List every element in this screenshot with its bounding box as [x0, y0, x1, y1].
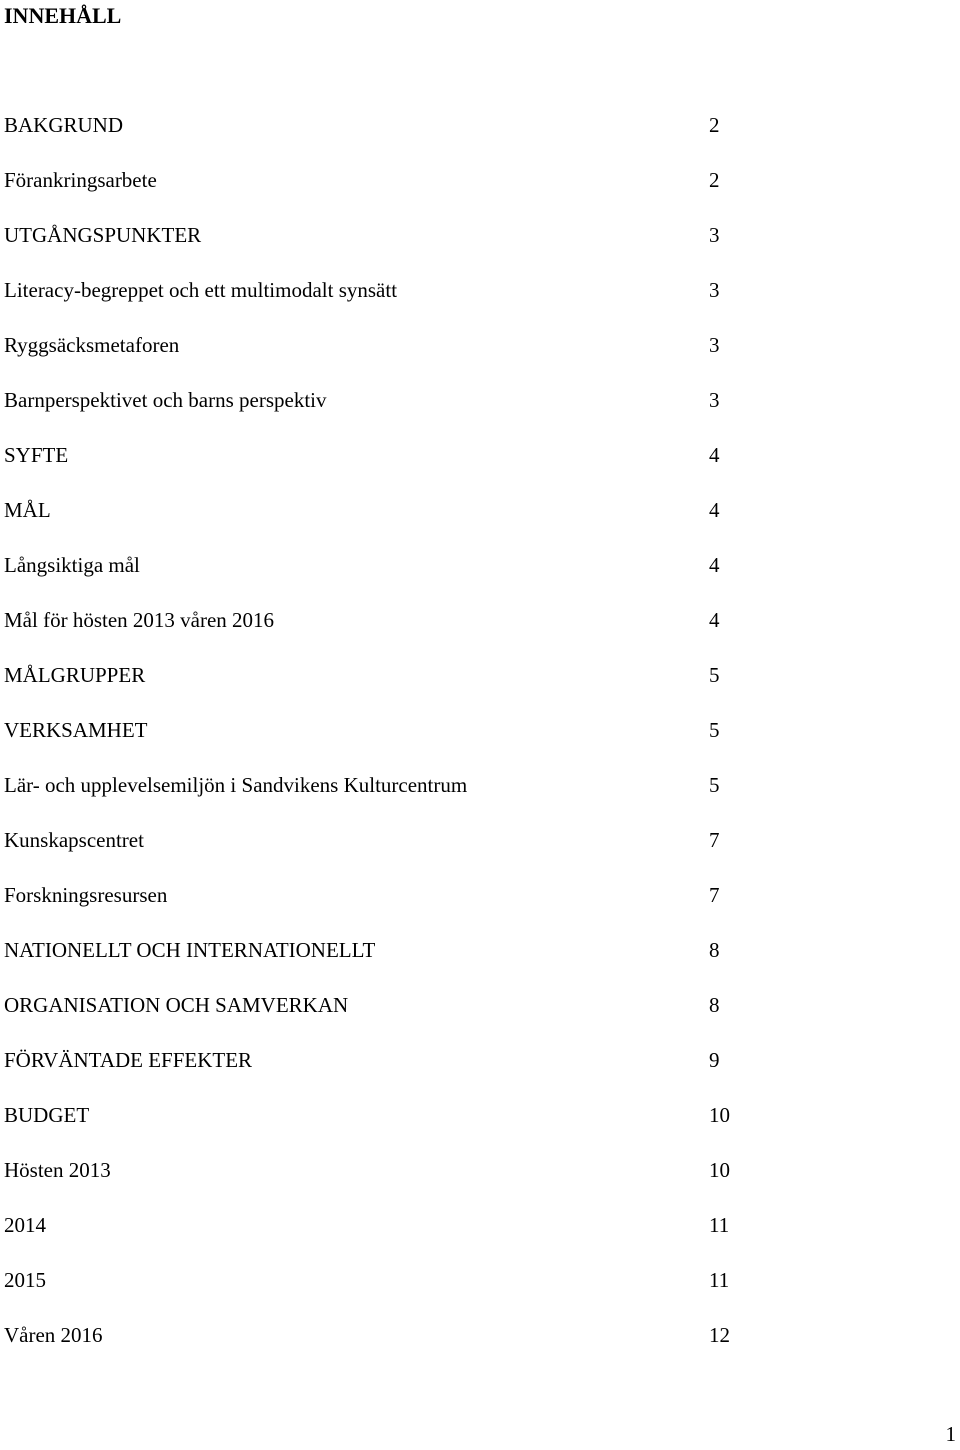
toc-entry-title: Barnperspektivet och barns perspektiv [4, 388, 327, 412]
toc-row[interactable] [4, 771, 744, 826]
toc-entry-page: 10 [709, 1103, 730, 1127]
toc-row[interactable] [4, 936, 744, 991]
toc-entry-page: 5 [709, 663, 720, 687]
toc-entry-title: SYFTE [4, 443, 69, 467]
toc-entry-page: 9 [709, 1048, 720, 1072]
toc-entry-page: 8 [709, 993, 720, 1017]
toc-entry-page: 10 [709, 1158, 730, 1182]
toc-entry-title: MÅL [4, 498, 51, 522]
toc-entry-title: Lär- och upplevelsemiljön i Sandvikens Kulturcentrum [4, 773, 468, 797]
toc-row[interactable] [4, 991, 744, 1046]
page-number: 1 [945, 1422, 956, 1446]
toc-entry-title: Ryggsäcksmetaforen [4, 333, 180, 357]
page-title: INNEHÅLL [4, 3, 122, 28]
toc-row[interactable] [4, 1101, 744, 1156]
toc-entry-title: FÖRVÄNTADE EFFEKTER [4, 1048, 253, 1072]
toc-row[interactable] [4, 1156, 744, 1211]
toc-row[interactable] [4, 496, 744, 551]
toc-row[interactable] [4, 1266, 744, 1321]
toc-entry-title: Förankringsarbete [4, 168, 157, 192]
toc-entry-title: Långsiktiga mål [4, 553, 140, 577]
toc-row[interactable] [4, 276, 744, 331]
toc-entry-page: 2 [709, 168, 720, 192]
toc-entry-page: 3 [709, 278, 720, 302]
toc-entry-title: 2015 [4, 1268, 46, 1292]
toc-row[interactable] [4, 1211, 744, 1266]
toc-entry-title: NATIONELLT OCH INTERNATIONELLT [4, 938, 376, 962]
toc-entry-title: UTGÅNGSPUNKTER [4, 223, 202, 247]
toc-entry-title: BUDGET [4, 1103, 90, 1127]
toc-entry-page: 3 [709, 333, 720, 357]
toc-entry-page: 4 [709, 608, 720, 632]
toc-entry-page: 7 [709, 828, 720, 852]
toc-entry-title: Literacy-begreppet och ett multimodalt synsätt [4, 278, 398, 302]
toc-row[interactable] [4, 386, 744, 441]
toc-row[interactable] [4, 1321, 744, 1376]
toc-row[interactable] [4, 661, 744, 716]
toc-row[interactable] [4, 716, 744, 771]
toc-entry-page: 2 [709, 113, 720, 137]
toc-entry-title: ORGANISATION OCH SAMVERKAN [4, 993, 349, 1017]
toc-entry-title: Forskningsresursen [4, 883, 168, 907]
toc-row[interactable] [4, 551, 744, 606]
toc-entry-page: 4 [709, 553, 720, 577]
toc-row[interactable] [4, 441, 744, 496]
toc-entry-page: 11 [709, 1213, 730, 1237]
toc-entry-title: MÅLGRUPPER [4, 663, 146, 687]
toc-entry-title: VERKSAMHET [4, 718, 148, 742]
toc-row[interactable] [4, 826, 744, 881]
toc-entry-page: 11 [709, 1268, 730, 1292]
toc-entry-title: Våren 2016 [4, 1323, 103, 1347]
toc-entry-page: 12 [709, 1323, 730, 1347]
toc-entry-title: Kunskapscentret [4, 828, 144, 852]
toc-entry-page: 8 [709, 938, 720, 962]
toc-row[interactable] [4, 221, 744, 276]
toc-entry-page: 4 [709, 443, 720, 467]
toc-entry-page: 4 [709, 498, 720, 522]
toc-row[interactable] [4, 331, 744, 386]
toc-entry-title: Hösten 2013 [4, 1158, 111, 1182]
toc-entry-page: 7 [709, 883, 720, 907]
toc-row[interactable] [4, 606, 744, 661]
toc-entry-page: 3 [709, 223, 720, 247]
toc-entry-page: 5 [709, 773, 720, 797]
toc-entry-page: 5 [709, 718, 720, 742]
toc-entry-page: 3 [709, 388, 720, 412]
toc-row[interactable] [4, 1046, 744, 1101]
toc-row[interactable] [4, 881, 744, 936]
toc-entry-title: BAKGRUND [4, 113, 124, 137]
table-of-contents [4, 111, 744, 1376]
toc-entry-title: Mål för hösten 2013 våren 2016 [4, 608, 275, 632]
toc-entry-title: 2014 [4, 1213, 46, 1237]
toc-row[interactable] [4, 166, 744, 221]
toc-row[interactable] [4, 111, 744, 166]
